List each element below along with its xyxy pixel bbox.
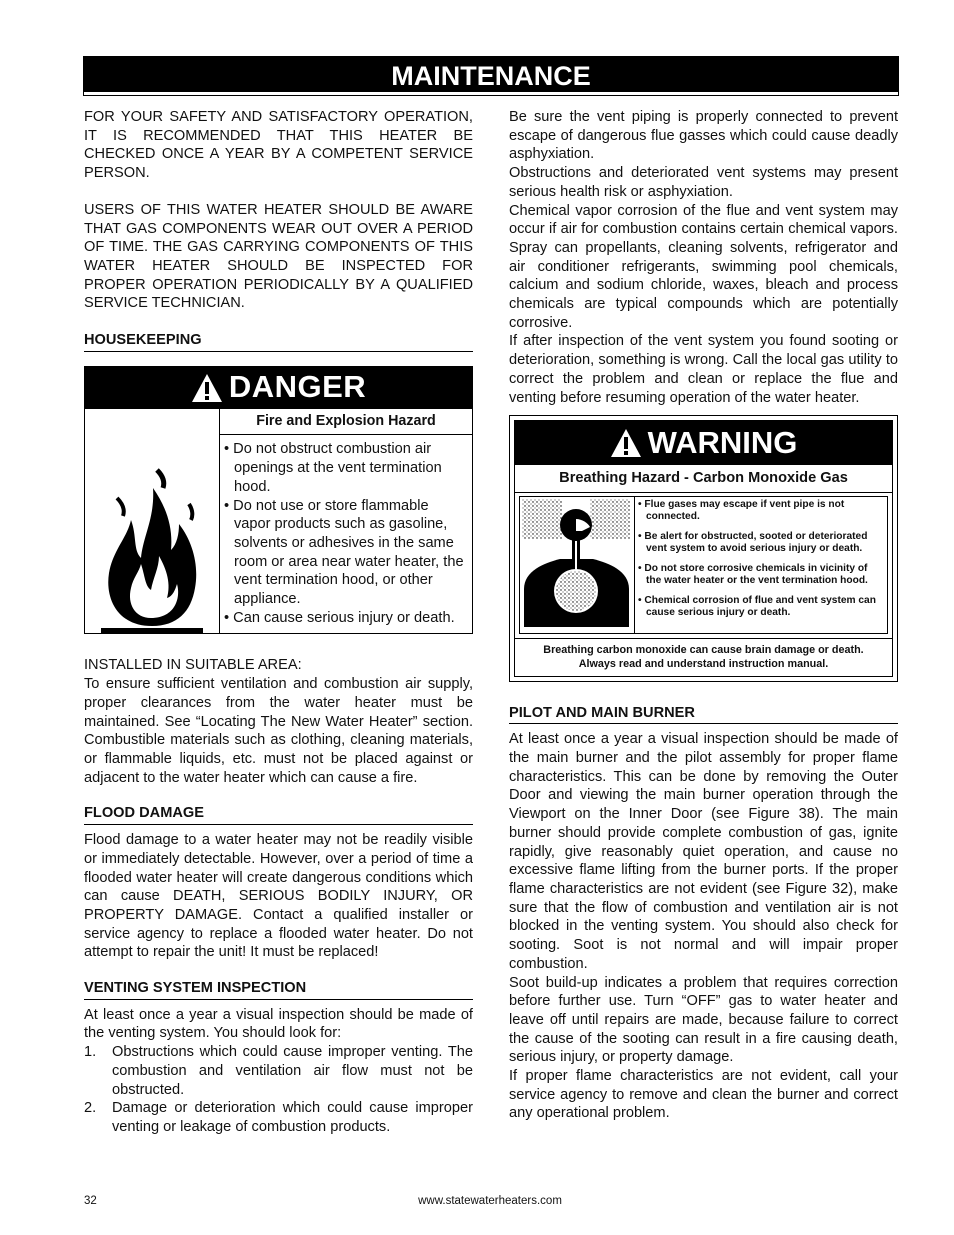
- warning-title: WARNING: [647, 424, 798, 460]
- right-column: [509, 108, 898, 1123]
- page-title: MAINTENANCE: [84, 57, 898, 95]
- list-item: 1. Obstructions which could cause improper venting. The combustion and ventilation air flow must not be obstructed.: [84, 1044, 473, 1098]
- list-item: • Do not obstruct combustion air openings at the vent termination hood.: [224, 441, 442, 495]
- warning-footer: [515, 638, 892, 676]
- co-hazard-icon-cell: [520, 497, 635, 633]
- intro-paragraph-1: FOR YOUR SAFETY AND SATISFACTORY OPERATION, IT IS RECOMMENDED THAT THIS HEATER BE CHECKED ONCE A YEAR BY A COMPETENT SERVICE PERSON.: [84, 109, 473, 182]
- list-item: • Do not use or store flammable vapor products such as gasoline, solvents or adhesives in the same room or area near water heater, the vent termination hood, or other appliance.: [224, 497, 464, 608]
- list-item: • Be alert for obstructed, sooted or deteriorated vent system to avoid serious injury or death.: [638, 530, 868, 555]
- flood-text: Flood damage to a water heater may not be readily visible or immediately detectable. However, over a period of time a flooded water heater will create dangerous conditions which can cause DEATH, SERIOUS BODILY INJURY, OR PROPERTY DAMAGE. Contact a qualified installer or service agency to replace a flooded water heater. Do not attempt to repair the unit! It must be replaced!: [84, 832, 473, 961]
- vent-paragraph-2: Obstructions and deteriorated vent systems may present serious health risk or asphyxiation.: [509, 165, 898, 200]
- vent-paragraph-3: Chemical vapor corrosion of the flue and vent system may occur if air for combustion contains certain chemical vapors. Spray can propellants, cleaning solvents, refrigerator and air conditioner refrigerants, swimming pool chemicals, calcium and sodium chloride, waxes, bleach and process chemicals are typical compounds which are potentially corrosive.: [509, 202, 898, 331]
- venting-list: [84, 1043, 473, 1137]
- venting-intro: At least once a year a visual inspection should be made of the venting system. You should look for:: [84, 1006, 473, 1042]
- warning-label: [509, 415, 898, 681]
- pilot-paragraph-1: At least once a year a visual inspection should be made of the main burner and the pilot assembly for proper flame characteristics. This can be done by removing the Outer Door and viewing the main burner operation through the Viewport on the Inner Door (see Figure 38). The main burner should provide complete combustion of gas, ignite rapidly, give reasonably quiet operation, and cause no excessive flame lifting from the burner ports. If the proper flame characteristics are not evident (see Figure 32), make sure that the flow of combustion and ventilation air is not blocked in the venting system. You should also check for sooting. Soot is not normal and will impair proper combustion.: [509, 731, 898, 972]
- pilot-paragraph-2: Soot build-up indicates a problem that requires correction before further use. Turn “OFF” gas to water heater and leave off until repairs are made, because failure to correct the cause of the sooting can result in a fire causing death, serious injury, or property damage.: [509, 974, 898, 1066]
- flood-heading: FLOOD DAMAGE: [84, 804, 473, 825]
- warning-triangle-icon: [610, 428, 642, 458]
- pilot-heading: PILOT AND MAIN BURNER: [509, 704, 898, 725]
- warning-subtitle: Breathing Hazard - Carbon Monoxide Gas: [515, 465, 892, 493]
- list-item: • Chemical corrosion of flue and vent system can cause serious injury or death.: [638, 594, 876, 619]
- warning-triangle-icon: [191, 373, 223, 403]
- list-item: • Do not store corrosive chemicals in vicinity of the water heater or the vent termination hood.: [638, 562, 868, 587]
- danger-list: [220, 435, 472, 633]
- flame-icon: [97, 458, 207, 633]
- list-item: • Flue gases may escape if vent pipe is not connected.: [638, 498, 845, 523]
- list-item: 2. Damage or deterioration which could cause improper venting or leakage of combustion products.: [84, 1100, 473, 1135]
- footer-url: www.statewaterheaters.com: [418, 1195, 562, 1207]
- flame-icon-cell: [85, 409, 220, 634]
- pilot-paragraph-3: If proper flame characteristics are not evident, call your service agency to remove and clean the burner and correct any operational problem.: [509, 1068, 898, 1122]
- warning-footer-line-1: Breathing carbon monoxide can cause brain damage or death.: [543, 643, 864, 656]
- warning-header: [515, 421, 892, 465]
- danger-title: DANGER: [228, 369, 367, 405]
- danger-label: [84, 366, 473, 635]
- page-number: 32: [84, 1195, 97, 1207]
- warning-footer-line-2: Always read and understand instruction manual.: [578, 657, 829, 670]
- venting-heading: VENTING SYSTEM INSPECTION: [84, 979, 473, 1000]
- left-column: [84, 108, 473, 1137]
- vent-paragraph-1: Be sure the vent piping is properly connected to prevent escape of dangerous flue gasses which could cause deadly asphyxiation.: [509, 109, 898, 163]
- intro-paragraph-2: USERS OF THIS WATER HEATER SHOULD BE AWARE THAT GAS COMPONENTS WEAR OUT OVER A PERIOD OF TIME. THE GAS CARRYING COMPONENTS OF THIS WATER HEATER SHOULD BE INSPECTED FOR PROPER OPERATION PERIODICALLY BY A QUALIFIED SERVICE TECHNICIAN.: [84, 201, 473, 312]
- danger-subtitle: Fire and Explosion Hazard: [220, 409, 472, 436]
- installed-heading: INSTALLED IN SUITABLE AREA:: [84, 657, 302, 674]
- danger-header: [85, 367, 472, 409]
- installed-text: To ensure sufficient ventilation and combustion air supply, proper clearances from the water heater must be maintained. See “Locating The New Water Heater” section. Combustible materials such as clothing, cleaning materials, or flammable liquids, etc. must not be placed against or adjacent to the water heater which can cause a fire.: [84, 676, 473, 786]
- carbon-monoxide-person-icon: [520, 497, 633, 627]
- vent-paragraph-4: If after inspection of the vent system you found sooting or deterioration, something is wrong. Call the local gas utility to correct the problem and clean or replace the flue and venting before resuming operation of the water heater.: [509, 333, 898, 406]
- list-item: • Can cause serious injury or death.: [224, 609, 455, 626]
- warning-list: [635, 497, 887, 633]
- housekeeping-heading: HOUSEKEEPING: [84, 331, 473, 352]
